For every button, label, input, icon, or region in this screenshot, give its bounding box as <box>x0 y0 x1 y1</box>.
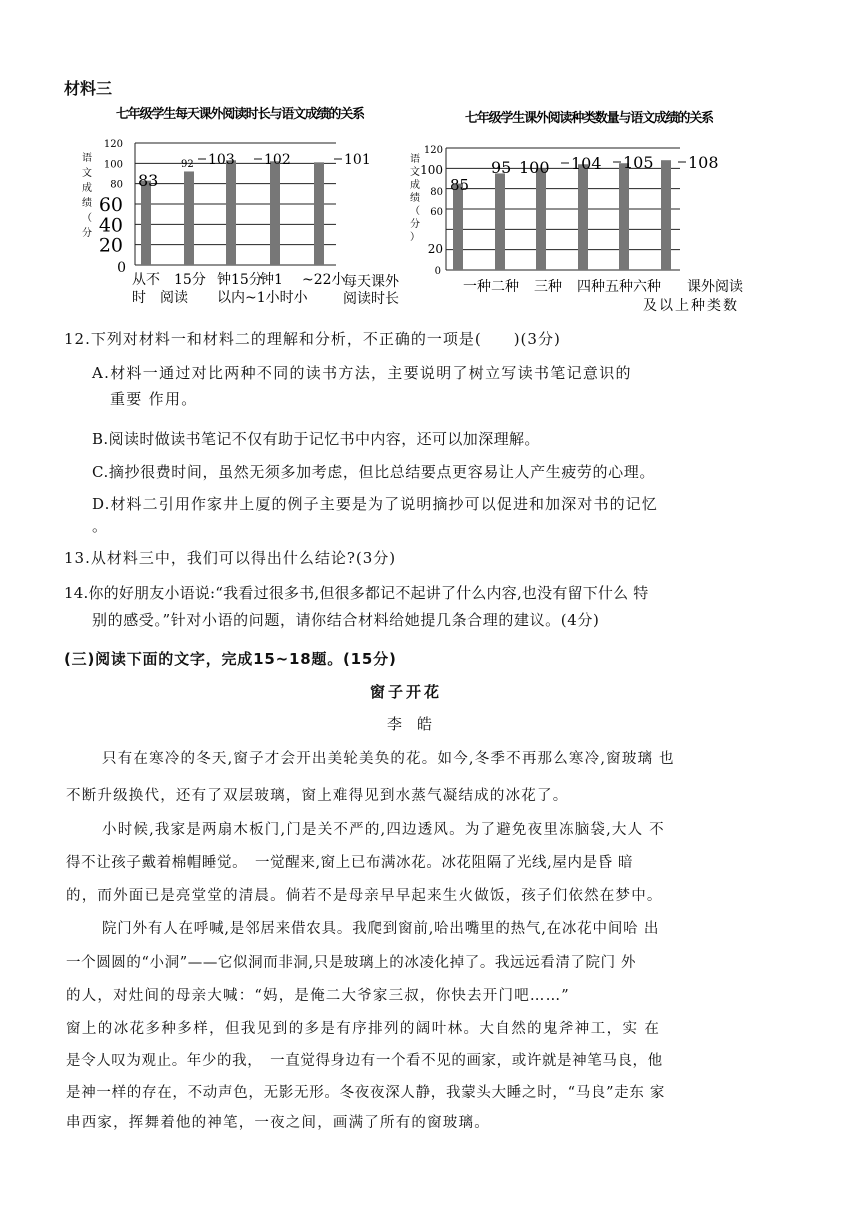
bar <box>453 184 463 270</box>
bar <box>226 160 236 265</box>
y-tick-label: 80 <box>430 187 443 198</box>
essay-author: 李 皓 <box>387 715 433 733</box>
data-label: 105 <box>623 153 654 172</box>
paragraph-line: 只有在寒冷的冬天,窗子才会开出美轮美奂的花。如今,冬季不再那么寒冷,窗玻璃 也 <box>102 751 675 767</box>
section-heading: (三)阅读下面的文字，完成15~18题。(15分) <box>64 650 397 668</box>
y-axis-label-char: 语 <box>82 153 92 164</box>
x-tick-label: 15分 <box>174 272 206 288</box>
paragraph-line: 的，而外面已是亮堂堂的清晨。倘若不是母亲早早起来生火做饭，孩子们依然在梦中。 <box>66 888 663 904</box>
x-tick-label: 四种五种六种 <box>577 279 661 295</box>
y-axis-label-char: 分 <box>82 228 92 239</box>
paragraph-line: 是令人叹为观止。年少的我， 一直觉得身边有一个看不见的画家，或许就是神笔马良，他 <box>66 1053 663 1069</box>
question-12: 12.下列对材料一和材料二的理解和分析，不正确的一项是( )(3分) <box>64 330 561 348</box>
chart-title: 七年级学生每天课外阅读时长与语文成绩的关系 <box>116 107 364 122</box>
x-tick-label: 时 阅读 <box>132 290 188 306</box>
y-tick-label: 60 <box>98 194 123 216</box>
essay-title: 窗子开花 <box>370 683 443 701</box>
bar <box>141 181 151 265</box>
y-axis-label-char: 分 <box>410 219 420 230</box>
y-tick-label: 40 <box>98 214 123 237</box>
bar <box>661 160 671 270</box>
bar <box>495 173 505 270</box>
chart-title: 七年级学生课外阅读种类数量与语文成绩的关系 <box>465 111 713 126</box>
y-axis-label-char: 绩 <box>410 193 420 204</box>
paragraph-line: 是神一样的存在，不动声色，无影无形。冬夜夜深人静，我蒙头大睡之时，“马良”走东 家 <box>66 1085 666 1101</box>
x-tick-label: ~22小 <box>302 272 346 288</box>
x-tick-label: 钟1 <box>260 272 283 288</box>
y-tick-label: 100 <box>420 163 443 177</box>
y-axis-label-char: 绩 <box>82 198 92 209</box>
question-14-line2: 别的感受。”针对小语的问题，请你结合材料给她提几条合理的建议。(4分) <box>92 611 600 629</box>
bar <box>578 164 588 270</box>
data-label: 101 <box>344 152 371 168</box>
y-tick-label: 120 <box>103 139 123 150</box>
paragraph-line: 窗上的冰花多种多样，但我见到的多是有序排列的阔叶林。大自然的鬼斧神工，实 在 <box>66 1021 661 1037</box>
y-axis-label-char: 语 <box>410 154 420 165</box>
option-d-line1: D.材料二引用作家井上厦的例子主要是为了说明摘抄可以促进和加深对书的记忆 <box>92 495 658 513</box>
y-axis-label-char: 文 <box>410 167 420 178</box>
bar <box>536 168 546 270</box>
x-axis-label-line1: 课外阅读 <box>687 279 743 295</box>
reading-time-chart <box>78 98 408 310</box>
reading-types-chart <box>405 98 765 316</box>
y-tick-label: 100 <box>103 159 123 171</box>
data-label: 102 <box>264 152 291 168</box>
paragraph-line: 一个圆圆的“小洞”——它似洞而非洞,只是玻璃上的冰凌化掉了。我远远看清了院门 外 <box>66 955 637 971</box>
bar <box>619 163 629 270</box>
y-axis-label-char: （ <box>82 213 92 224</box>
x-tick-label: 钟15分 <box>217 272 263 288</box>
option-b: B.阅读时做读书笔记不仅有助于记忆书中内容，还可以加深理解。 <box>92 430 540 448</box>
paragraph-line: 串西家，挥舞着他的神笔，一夜之间，画满了所有的窗玻璃。 <box>66 1115 490 1131</box>
y-tick-label: 20 <box>98 234 123 257</box>
y-axis-label-char: ） <box>410 232 420 243</box>
paragraph-line: 不断升级换代，还有了双层玻璃，窗上难得见到水蒸气凝结成的冰花了。 <box>66 788 569 804</box>
paragraph-line: 院门外有人在呼喊,是邻居来借农具。我爬到窗前,哈出嘴里的热气,在冰花中间哈 出 <box>102 921 660 937</box>
question-14-line1: 14.你的好朋友小语说:“我看过很多书,但很多都记不起讲了什么内容,也没有留下什么 特 <box>64 584 649 602</box>
y-tick-label: 80 <box>110 179 123 191</box>
paragraph-line: 得不让孩子戴着棉帽睡觉。 一觉醒来,窗上已布满冰花。冰花阻隔了光线,屋内是昏 暗 <box>66 855 634 871</box>
data-label: 92 <box>181 159 194 170</box>
y-tick-label: 0 <box>117 260 126 276</box>
bar <box>184 171 194 265</box>
option-a-line2: 重要 作用。 <box>110 390 198 408</box>
material-heading: 材料三 <box>64 79 113 98</box>
x-axis-label-line2: 及以上种类数 <box>643 298 739 314</box>
data-label: 103 <box>208 152 235 168</box>
y-axis-label-char: （ <box>410 206 420 217</box>
data-label: 100 <box>519 158 550 177</box>
option-a-line1: A.材料一通过对比两种不同的读书方法，主要说明了树立写读书笔记意识的 <box>92 364 632 382</box>
data-label: 108 <box>688 153 719 172</box>
data-label: 95 <box>491 158 512 177</box>
question-13: 13.从材料三中，我们可以得出什么结论?(3分) <box>64 549 397 567</box>
option-d-line2: 。 <box>92 517 109 535</box>
y-axis-label-char: 文 <box>82 168 92 179</box>
paragraph-line: 的人，对灶间的母亲大喊：“妈，是俺二大爷家三叔，你快去开门吧……” <box>66 988 570 1004</box>
x-tick-label: 以内~1小时小 <box>217 290 308 306</box>
y-tick-label: 120 <box>423 145 443 156</box>
bar <box>314 162 324 265</box>
x-axis-label-line1: 每天课外 <box>343 274 399 290</box>
x-tick-label: 从不 <box>132 272 160 288</box>
bar <box>270 161 280 265</box>
x-tick-label: 一种二种 <box>463 279 519 295</box>
data-label: 104 <box>571 154 602 173</box>
y-tick-label: 20 <box>427 242 443 256</box>
y-tick-label: 0 <box>434 266 441 277</box>
y-axis-label-char: 成 <box>82 183 92 194</box>
x-tick-label: 三种 <box>534 279 562 295</box>
paragraph-line: 小时候,我家是两扇木板门,门是关不严的,四边透风。为了避免夜里冻脑袋,大人 不 <box>102 822 665 838</box>
y-tick-label: 60 <box>430 207 443 218</box>
x-axis-label-line2: 阅读时长 <box>343 291 399 307</box>
data-label: 83 <box>138 171 159 190</box>
y-axis-label-char: 成 <box>410 180 420 191</box>
data-label: 85 <box>450 176 470 194</box>
option-c: C.摘抄很费时间，虽然无须多加考虑，但比总结要点更容易让人产生疲劳的心理。 <box>92 463 655 481</box>
